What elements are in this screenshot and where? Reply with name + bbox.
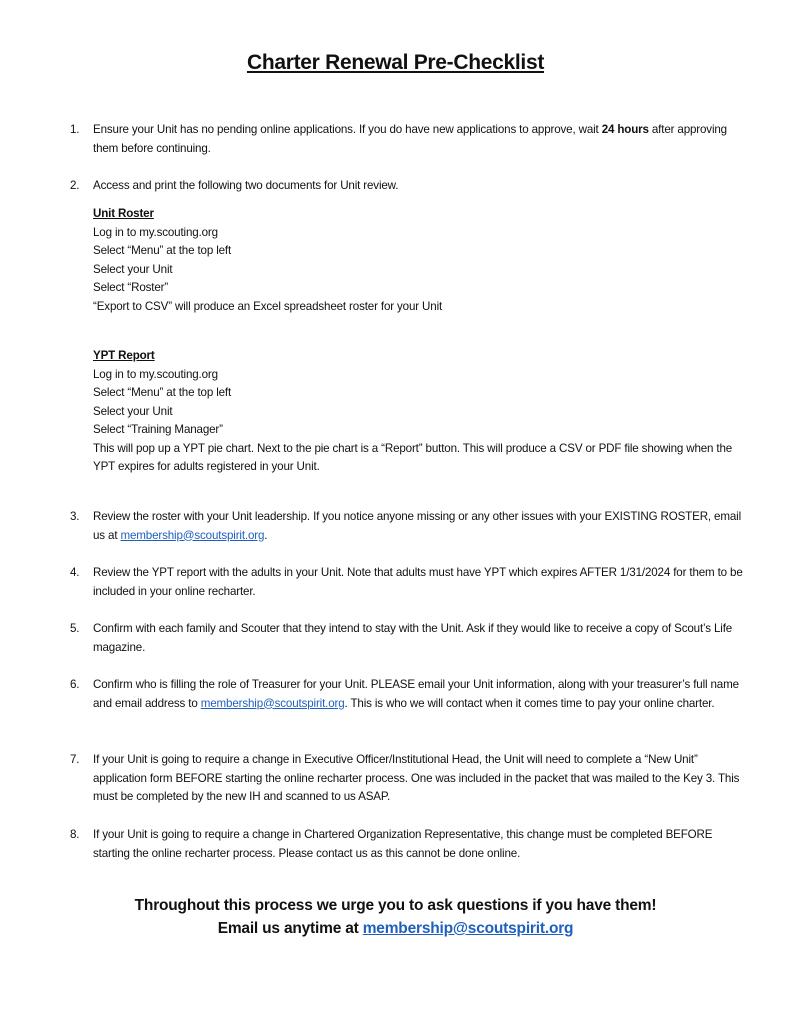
bold-duration: 24 hours: [601, 123, 649, 136]
item-number: 8.: [70, 828, 80, 841]
email-link[interactable]: membership@scoutspirit.org: [120, 528, 265, 542]
item-number: 5.: [70, 622, 80, 635]
contact-line: Email us anytime at membership@scoutspirit.org: [217, 920, 574, 937]
item-number: 4.: [70, 566, 80, 579]
email-link[interactable]: membership@scoutspirit.org: [200, 696, 345, 710]
roster-step: “Export to CSV” will produce an Excel spreadsheet roster for your Unit: [93, 299, 443, 313]
ypt-step: Select your Unit: [93, 404, 173, 418]
ypt-report-section: [93, 347, 743, 477]
roster-step: Select “Menu” at the top left: [93, 244, 232, 257]
item-text: Review the YPT report with the adults in your Unit. Note that adults must have YPT which expires AFTER 1/31/2024 for them to be included in your online recharter.: [93, 566, 743, 598]
item-number: 6.: [70, 678, 80, 691]
ypt-step: This will pop up a YPT pie chart. Next to the pie chart is a “Report” button. This will produce a CSV or PDF file showing when the YPT expires for adults registered in your Unit.: [93, 441, 733, 473]
roster-step: Select your Unit: [93, 262, 173, 276]
item-number: 3.: [70, 510, 80, 523]
section-heading: Unit Roster: [93, 207, 154, 220]
ypt-step: Select “Menu” at the top left: [93, 386, 232, 399]
ypt-step: Select “Training Manager”: [93, 423, 223, 436]
item-number: 2.: [70, 179, 80, 192]
item-number: 1.: [70, 123, 80, 136]
ypt-step: Log in to my.scouting.org: [93, 367, 218, 381]
page-title: Charter Renewal Pre-Checklist: [246, 51, 545, 74]
footer-email-link[interactable]: membership@scoutspirit.org: [362, 920, 574, 937]
item-text: If your Unit is going to require a change in Chartered Organization Representative, this change must be completed BEFORE starting the online recharter process. Please contact us as this cannot be done online.: [93, 828, 713, 860]
roster-step: Log in to my.scouting.org: [93, 225, 218, 239]
section-heading: YPT Report: [93, 349, 155, 362]
item-text: If your Unit is going to require a change in Executive Officer/Institutional Head, the Unit will need to complete a “New Unit” application form BEFORE starting the online recharter process. One was included in the packet that was mailed to the Key 3. This must be completed by the new IH and scanned to us ASAP.: [93, 753, 740, 803]
item-text: Ensure your Unit has no pending online applications. If you do have new applications to approve, wait 24 hours after approving them before continuing.: [93, 123, 727, 155]
unit-roster-section: [93, 205, 743, 316]
roster-step: Select “Roster”: [93, 281, 169, 294]
item-text: Access and print the following two documents for Unit review.: [93, 179, 399, 192]
item-text: Review the roster with your Unit leadership. If you notice anyone missing or any other issues with your EXISTING ROSTER, email us at membership@scoutspirit.org.: [93, 510, 742, 542]
closing-message: Throughout this process we urge you to ask questions if you have them!: [134, 897, 657, 914]
item-text: Confirm who is filling the role of Treasurer for your Unit. PLEASE email your Unit information, along with your treasurer’s full name and email address to membership@scoutspirit.org. This is who we will contact when it comes time to pay your online charter.: [93, 678, 739, 710]
item-text: Confirm with each family and Scouter that they intend to stay with the Unit. Ask if they would like to receive a copy of Scout’s Life magazine.: [93, 622, 733, 654]
item-number: 7.: [70, 753, 80, 766]
